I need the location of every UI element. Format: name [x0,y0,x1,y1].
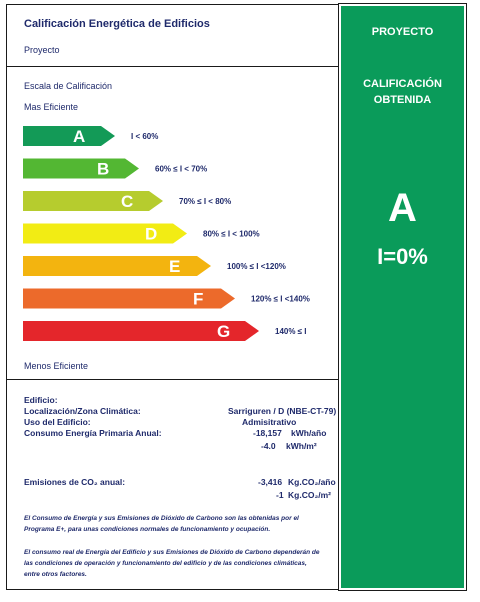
result-panel [339,4,466,590]
rating-bar-letter-f: F [193,289,204,309]
note-program: El Consumo de Energía y sus Emisiones de Dióxido de Carbono son las obtenidas por el Programa E+, para unas condiciones normales de funcionamiento y ocupación. [24,515,299,533]
rating-bar-e [23,256,211,276]
project-label: Proyecto [24,45,60,55]
consumo-unit-area: kWh/m² [286,441,317,451]
result-grade: A [388,186,417,230]
emisiones-value-annual: -3,416 [258,477,283,487]
result-calificacion-line1: CALIFICACIÓN [363,78,442,90]
scale-label: Escala de Calificación [24,81,113,91]
emisiones-unit-annual: Kg.CO₂/año [288,477,336,487]
uso-value: Admisitrativo [242,417,297,427]
result-index: I=0% [377,244,428,269]
consumo-label: Consumo Energía Primaria Anual: [24,428,162,438]
rating-bar-range-e: 100% ≤ I <120% [227,262,286,271]
uso-label: Uso del Edificio: [24,417,91,427]
emisiones-value-area: -1 [276,490,284,500]
divider-top [6,66,339,67]
result-calificacion-line2: OBTENIDA [373,94,432,106]
rating-bar-letter-g: G [217,322,231,341]
page-title: Calificación Energética de Edificios [24,18,210,30]
rating-bar-letter-a: A [73,127,86,146]
rating-bar-letter-d: D [145,224,158,244]
rating-bar-range-f: 120% ≤ I <140% [251,294,310,304]
emisiones-label: Emisiones de CO₂ anual: [24,477,126,487]
rating-bar-a [23,126,115,146]
consumo-value-area: -4.0 [261,441,276,451]
rating-bar-range-d: 80% ≤ I < 100% [203,229,260,239]
rating-bar-b [23,159,139,179]
rating-bar-d [23,224,187,244]
left-panel [6,4,339,590]
rating-bar-range-c: 70% ≤ I < 80% [179,197,232,206]
rating-bar-letter-c: C [121,192,134,211]
divider-middle [6,379,339,380]
consumo-unit-annual: kWh/año [291,428,327,438]
localizacion-value: Sarriguren / D (NBE-CT-79) [228,406,337,416]
note-real-consumption: El consumo real de Energía del Edificio y sus Emisiones de Dióxido de Carbono dependerán de las condiciones de operación y funcionamiento del edificio y de las condiciones climáticas, entre otros factores. [24,549,320,578]
consumo-value-annual: -18,157 [253,428,282,438]
rating-bar-c [23,191,163,211]
localizacion-label: Localización/Zona Climática: [24,406,141,416]
rating-bar-range-b: 60% ≤ I < 70% [155,164,208,174]
rating-bar-range-a: I < 60% [131,132,159,141]
less-efficient-label: Menos Eficiente [24,361,89,371]
edificio-label: Edificio: [24,395,58,405]
result-project-title: PROYECTO [371,26,434,38]
rating-bar-range-g: 140% ≤ I [275,327,307,336]
rating-scale-bars [23,126,333,356]
rating-bar-letter-b: B [97,159,110,179]
more-efficient-label: Mas Eficiente [24,102,79,112]
rating-bar-letter-e: E [169,257,181,276]
emisiones-unit-area: Kg.CO₂/m² [288,490,331,500]
